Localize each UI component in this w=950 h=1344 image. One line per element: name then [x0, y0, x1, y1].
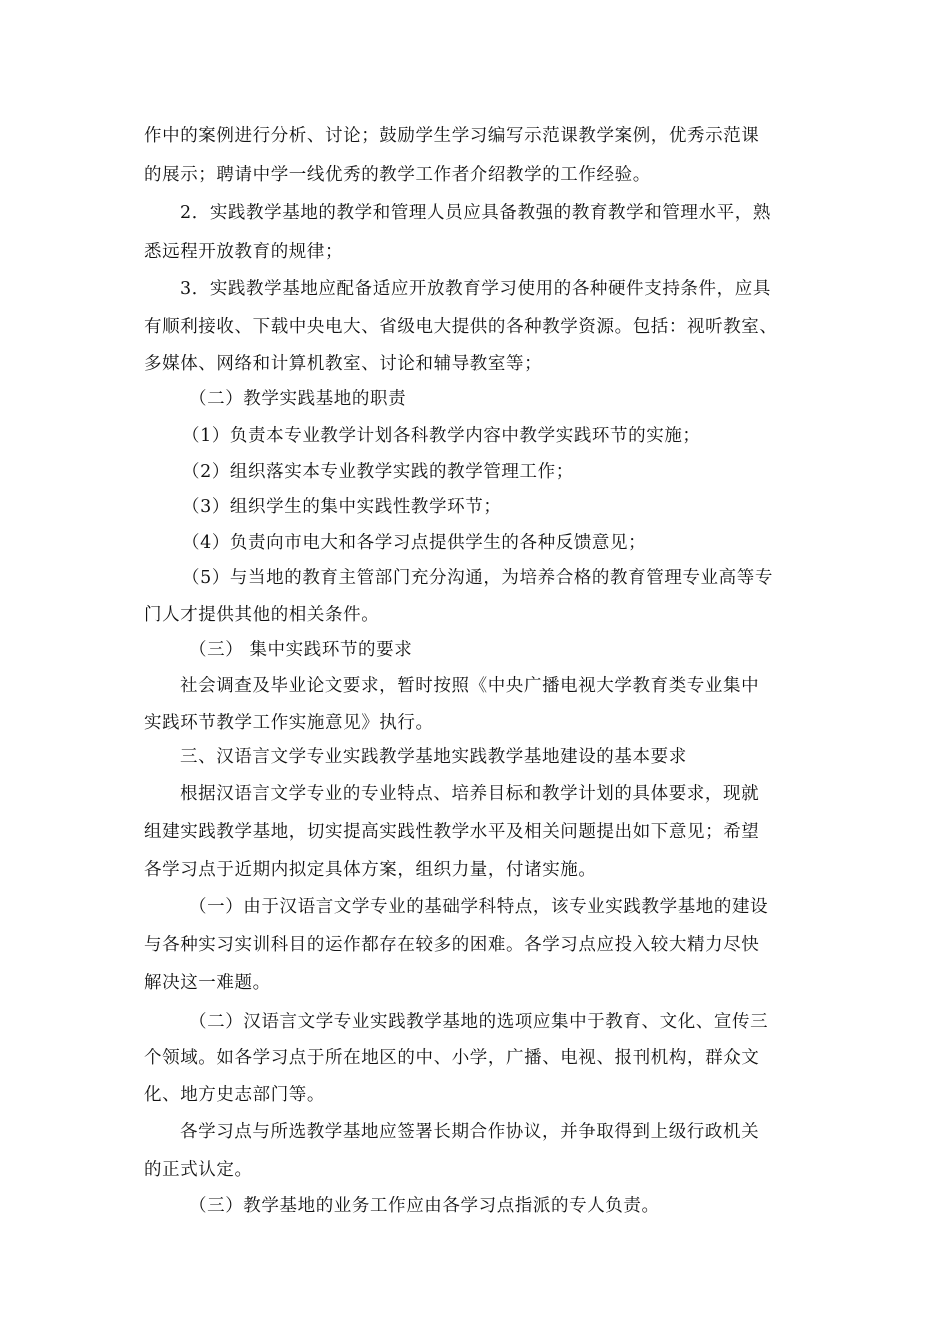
text-line: 的正式认定。: [144, 1160, 253, 1180]
text-line: 各学习点于近期内拟定具体方案，组织力量，付诸实施。: [144, 860, 597, 880]
text-line: 3．实践教学基地应配备适应开放教育学习使用的各种硬件支持条件，应具: [180, 279, 771, 299]
section-heading: （二）教学实践基地的职责: [189, 389, 407, 409]
list-item: （3）组织学生的集中实践性教学环节；: [182, 497, 502, 517]
text-line: 各学习点与所选教学基地应签署长期合作协议，并争取得到上级行政机关: [180, 1122, 760, 1142]
list-item: （4）负责向市电大和各学习点提供学生的各种反馈意见；: [182, 533, 647, 553]
text-line: （一）由于汉语言文学专业的基础学科特点，该专业实践教学基地的建设: [189, 897, 769, 917]
section-heading: 三、汉语言文学专业实践教学基地实践教学基地建设的基本要求: [180, 747, 687, 767]
list-item: （2）组织落实本专业教学实践的教学管理工作；: [182, 462, 574, 482]
text-line: 悉远程开放教育的规律；: [144, 242, 344, 262]
text-line: 作中的案例进行分析、讨论；鼓励学生学习编写示范课教学案例，优秀示范课: [144, 126, 760, 146]
section-heading: （三） 集中实践环节的要求: [189, 640, 413, 660]
list-item: （1）负责本专业教学计划各科教学内容中教学实践环节的实施；: [182, 426, 701, 446]
text-line: （三）教学基地的业务工作应由各学习点指派的专人负责。: [189, 1196, 660, 1216]
text-line: 社会调查及毕业论文要求，暂时按照《中央广播电视大学教育类专业集中: [180, 676, 760, 696]
text-line: 多媒体、网络和计算机教室、讨论和辅导教室等；: [144, 354, 543, 374]
text-line: （二）汉语言文学专业实践教学基地的选项应集中于教育、文化、宣传三: [189, 1012, 769, 1032]
list-item: （5）与当地的教育主管部门充分沟通，为培养合格的教育管理专业高等专: [182, 568, 773, 588]
text-line: 实践环节教学工作实施意见》执行。: [144, 713, 434, 733]
text-line: 与各种实习实训科目的运作都存在较多的困难。各学习点应投入较大精力尽快: [144, 935, 760, 955]
text-line: 化、地方史志部门等。: [144, 1085, 325, 1105]
text-line: 有顺利接收、下载中央电大、省级电大提供的各种教学资源。包括：视听教室、: [144, 317, 778, 337]
text-line: 门人才提供其他的相关条件。: [144, 605, 380, 625]
text-line: 个领域。如各学习点于所在地区的中、小学，广播、电视、报刊机构，群众文: [144, 1048, 760, 1068]
text-line: 根据汉语言文学专业的专业特点、培养目标和教学计划的具体要求，现就: [180, 784, 760, 804]
text-line: 的展示；聘请中学一线优秀的教学工作者介绍教学的工作经验。: [144, 165, 651, 185]
text-line: 2．实践教学基地的教学和管理人员应具备教强的教育教学和管理水平，熟: [180, 203, 771, 223]
text-line: 解决这一难题。: [144, 973, 271, 993]
text-line: 组建实践教学基地，切实提高实践性教学水平及相关问题提出如下意见；希望: [144, 822, 760, 842]
